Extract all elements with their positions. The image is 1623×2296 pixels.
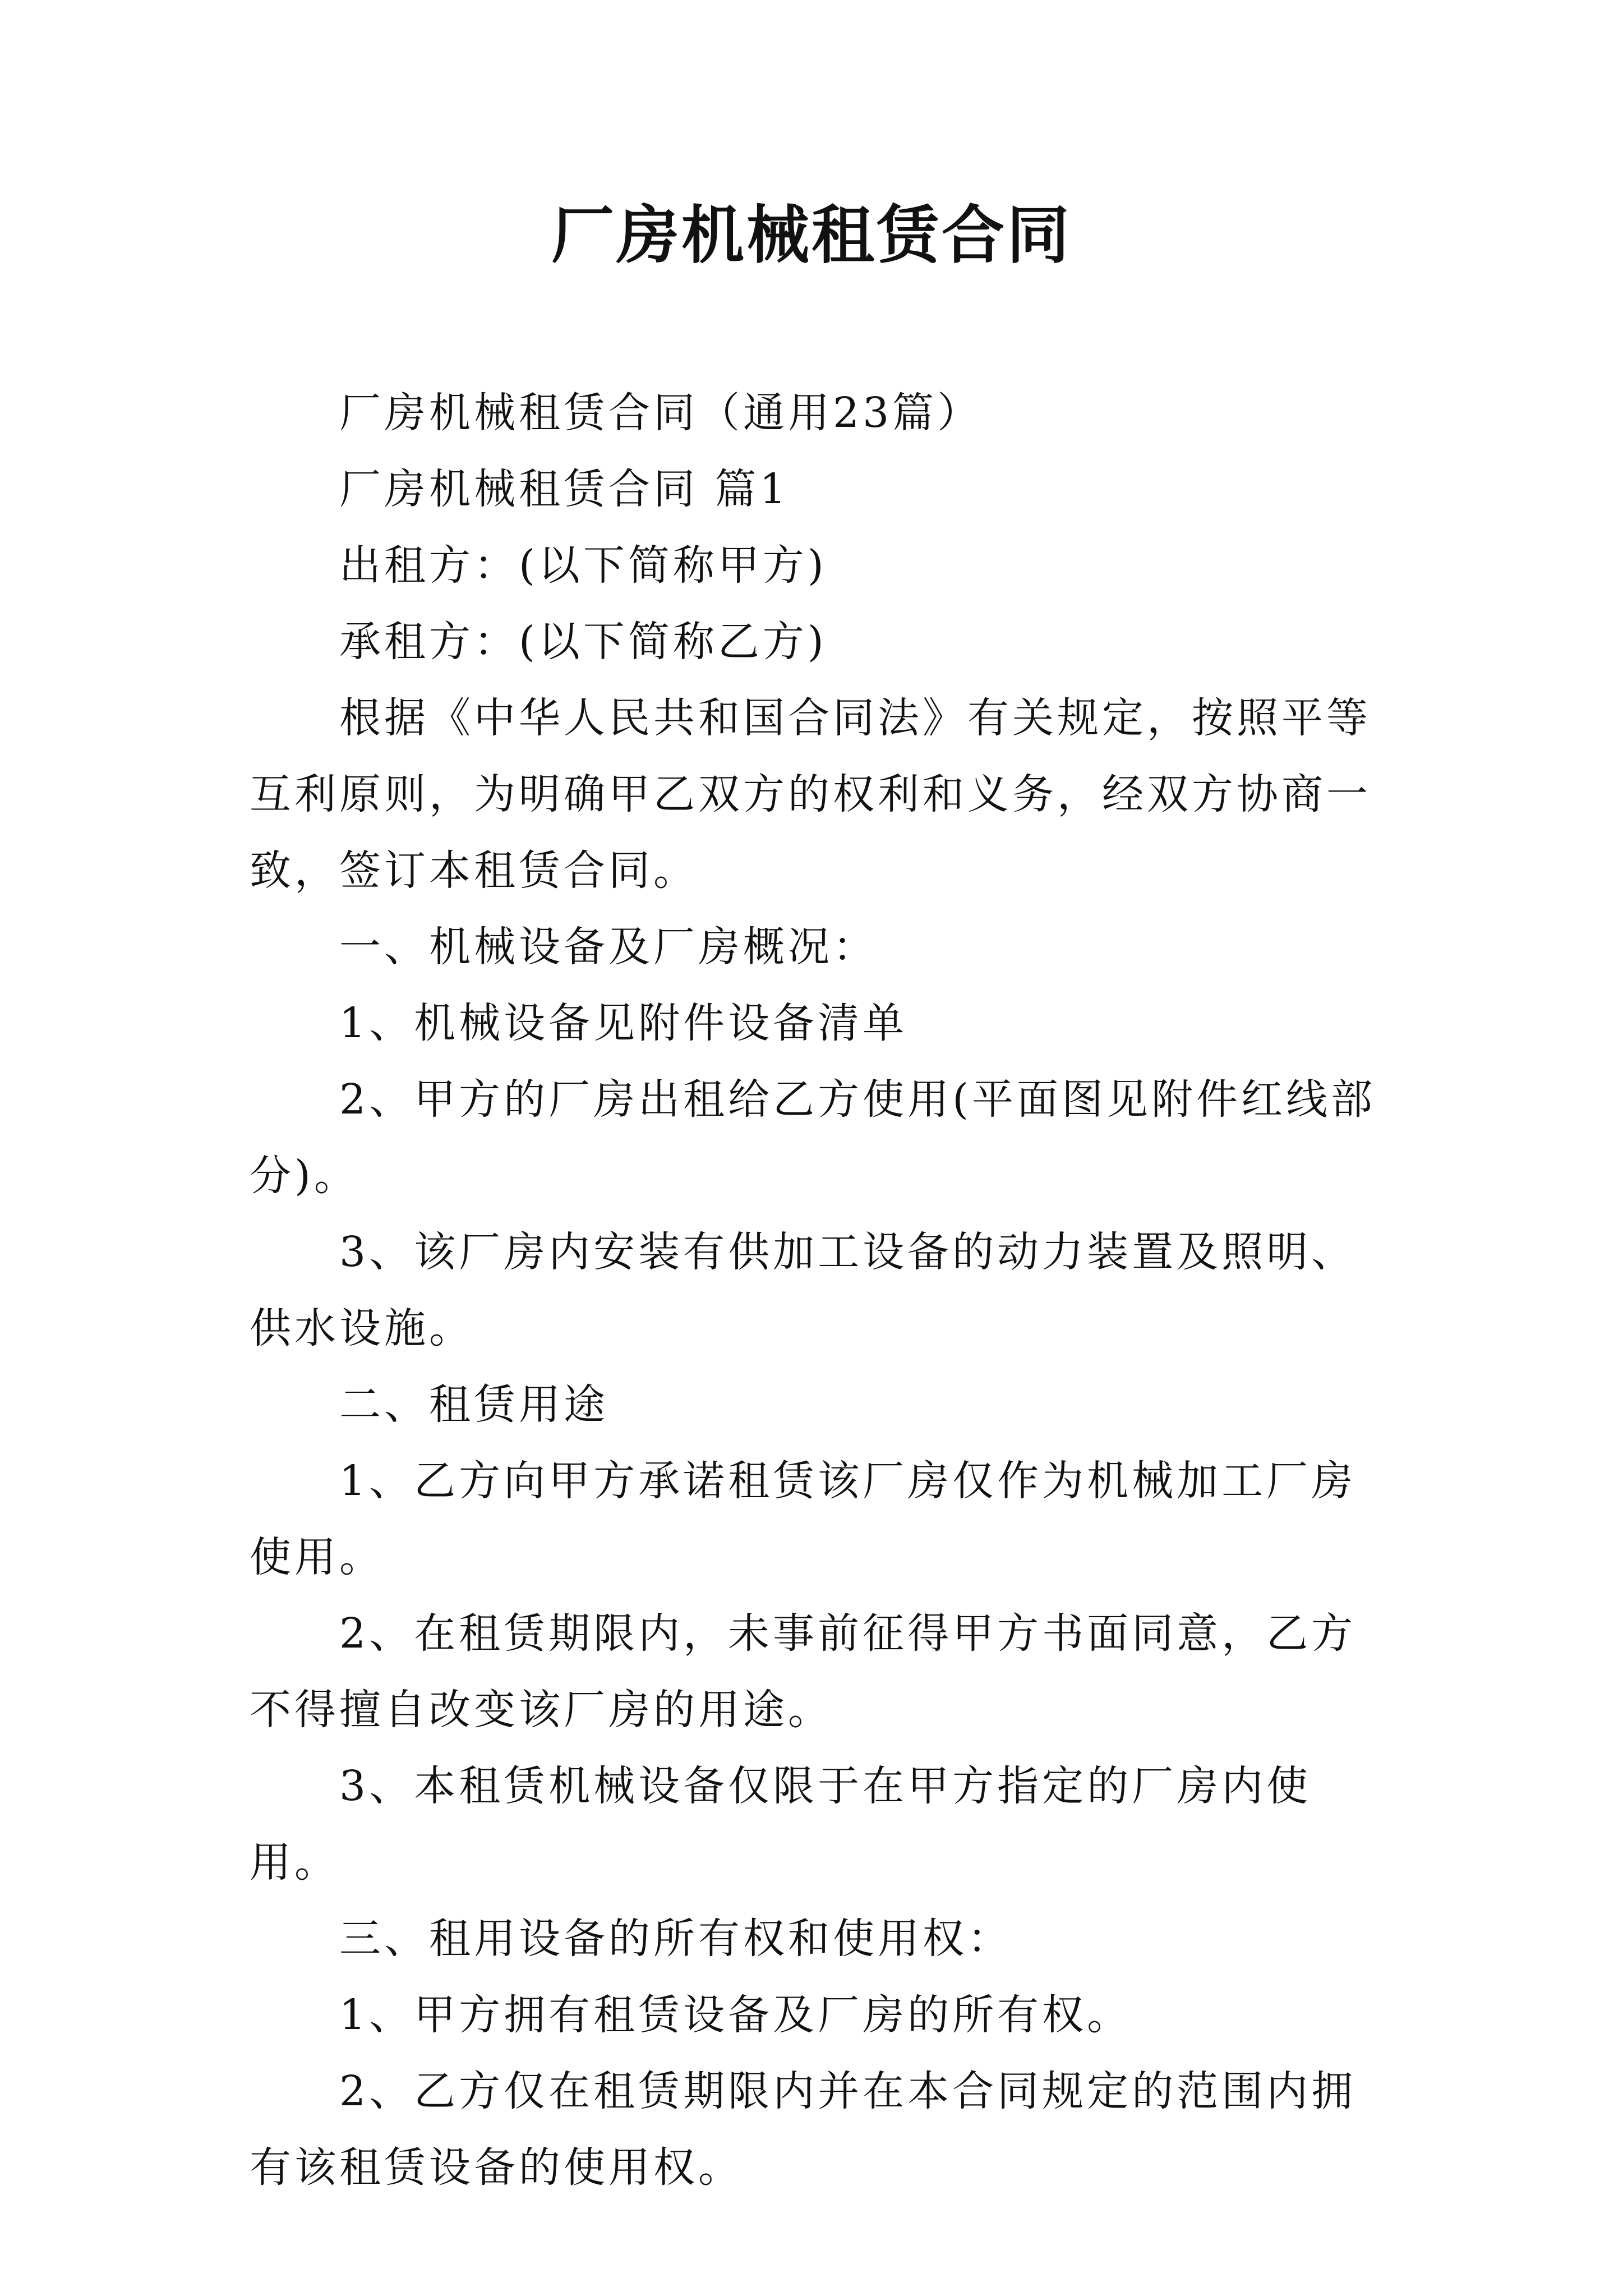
paragraph-lessee: 承租方：(以下简称乙方) — [339, 618, 827, 666]
section-heading-3: 三、租用设备的所有权和使用权： — [339, 1915, 1012, 1963]
clause-1-2: 2、甲方的厂房出租给乙方使用(平面图见附件红线部分)。 — [250, 1075, 1376, 1200]
clause-3-1: 1、甲方拥有租赁设备及厂房的所有权。 — [339, 1991, 1132, 2039]
clause-2-3: 3、本租赁机械设备仅限于在甲方指定的厂房内使用。 — [250, 1762, 1312, 1887]
paragraph-lessor: 出租方：(以下简称甲方) — [339, 541, 827, 590]
clause-2-2: 2、在租赁期限内，未事前征得甲方书面同意，乙方不得擅自改变该厂房的用途。 — [250, 1609, 1357, 1734]
paragraph-preamble: 根据《中华人民共和国合同法》有关规定，按照平等互利原则，为明确甲乙双方的权利和义务，经双方协商一致，签订本租赁合同。 — [250, 694, 1371, 895]
section-heading-2: 二、租赁用途 — [339, 1381, 608, 1429]
clause-1-1: 1、机械设备见附件设备清单 — [339, 999, 908, 1047]
clause-3-2: 2、乙方仅在租赁期限内并在本合同规定的范围内拥有该租赁设备的使用权。 — [250, 2067, 1357, 2192]
clause-1-3: 3、该厂房内安装有供加工设备的动力装置及照明、供水设施。 — [250, 1228, 1357, 1352]
document-title: 厂房机械租赁合同 — [551, 199, 1072, 272]
clause-2-1: 1、乙方向甲方承诺租赁该厂房仅作为机械加工厂房使用。 — [250, 1457, 1357, 1581]
section-heading-1: 一、机械设备及厂房概况： — [339, 923, 878, 971]
document-body — [250, 375, 1388, 2206]
paragraph-chapter-heading: 厂房机械租赁合同 篇1 — [339, 465, 790, 513]
paragraph-subtitle: 厂房机械租赁合同（通用23篇） — [339, 389, 983, 437]
